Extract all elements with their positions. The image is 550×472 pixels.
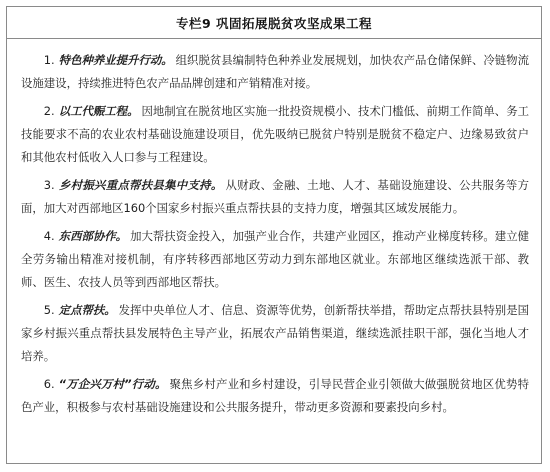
list-item	[21, 100, 529, 169]
item-number: 4.	[43, 229, 55, 243]
item-number: 3.	[43, 178, 55, 192]
item-text: 加大帮扶资金投入，加强产业合作，共建产业园区，推动产业梯度转移。建立健全劳务输出精准对接机制，有序转移西部地区劳动力到东部地区就业。东部地区继续选派干部、教师、医生、农技人员等到西部地区帮扶。	[21, 229, 529, 289]
item-heading: “万企兴万村”行动。	[58, 377, 167, 391]
list-item	[21, 225, 529, 294]
list-item	[21, 373, 529, 419]
item-number: 1.	[43, 53, 55, 67]
list-item	[21, 174, 529, 220]
list-item	[21, 49, 529, 95]
feature-box	[6, 6, 542, 464]
item-heading: 东西部协作。	[58, 229, 128, 243]
item-number: 6.	[43, 377, 55, 391]
item-number: 2.	[43, 104, 55, 118]
item-text: 组织脱贫县编制特色种养业发展规划，加快农产品仓储保鲜、冷链物流设施建设，持续推进特色农产品品牌创建和产销精准对接。	[21, 53, 529, 90]
item-heading: 特色种养业提升行动。	[58, 53, 173, 67]
item-text: 从财政、金融、土地、人才、基础设施建设、公共服务等方面，加大对西部地区160个国家乡村振兴重点帮扶县的支持力度，增强其区域发展能力。	[21, 178, 529, 215]
item-heading: 乡村振兴重点帮扶县集中支持。	[58, 178, 223, 192]
box-title: 专栏9 巩固拓展脱贫攻坚成果工程	[175, 15, 373, 31]
item-text: 发挥中央单位人才、信息、资源等优势，创新帮扶举措，帮助定点帮扶县特别是国家乡村振兴重点帮扶县发展特色主导产业，拓展农产品销售渠道，继续选派挂职干部，强化当地人才培养。	[21, 303, 529, 363]
item-heading: 以工代赈工程。	[58, 104, 139, 118]
item-text: 因地制宜在脱贫地区实施一批投资规模小、技术门槛低、前期工作简单、务工技能要求不高的农业农村基础设施建设项目，优先吸纳已脱贫户特别是脱贫不稳定户、边缘易致贫户和其他农村低收入人口参与工程建设。	[21, 104, 529, 164]
title-bar	[7, 7, 541, 39]
list-item	[21, 299, 529, 368]
box-content	[7, 39, 541, 419]
item-number: 5.	[43, 303, 55, 317]
item-text: 聚焦乡村产业和乡村建设，引导民营企业引领做大做强脱贫地区优势特色产业，积极参与农村基础设施建设和公共服务提升，带动更多资源和要素投向乡村。	[21, 377, 529, 414]
item-heading: 定点帮扶。	[58, 303, 116, 317]
